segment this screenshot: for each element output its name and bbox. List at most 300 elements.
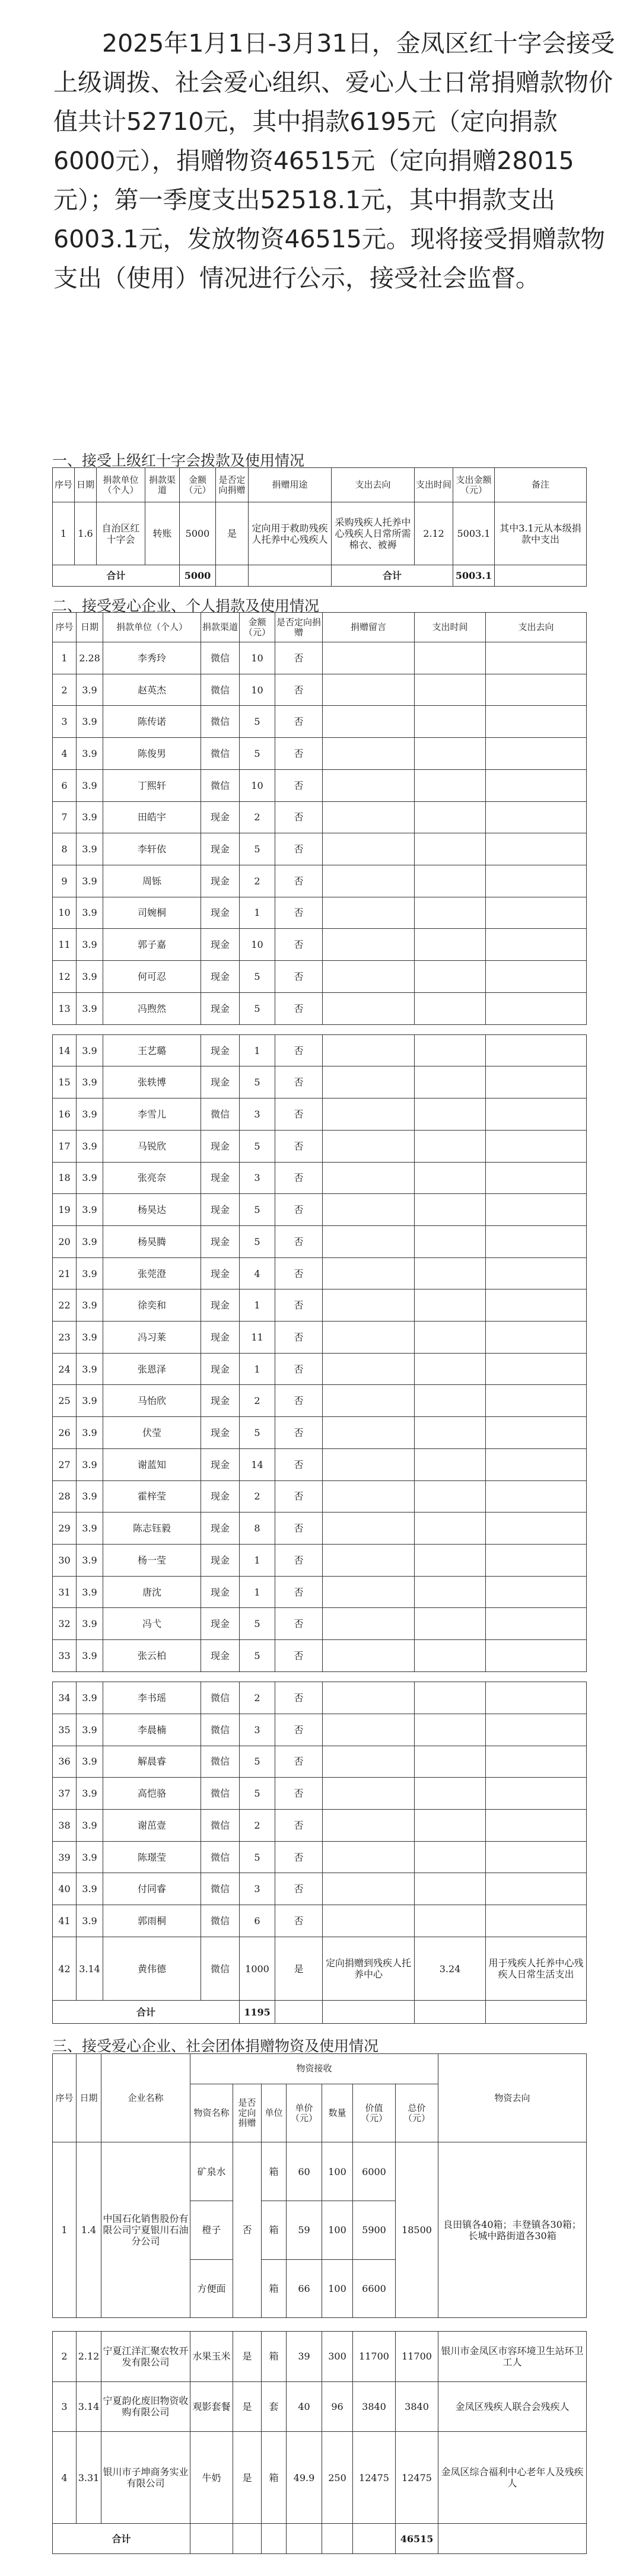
- table-row: [53, 1448, 587, 1480]
- cell: 66: [287, 2259, 322, 2318]
- table-row: [53, 738, 587, 770]
- cell: 4: [53, 738, 77, 770]
- cell: 2.12: [77, 2332, 101, 2382]
- table-header-row: [53, 468, 587, 502]
- cell: 16: [53, 1098, 77, 1131]
- cell: [486, 1576, 587, 1608]
- col-header: 是否定向捐赠: [233, 2084, 262, 2142]
- cell: 否: [275, 642, 323, 674]
- cell: 否: [275, 929, 323, 961]
- table-header-row: [53, 613, 587, 642]
- cell: [486, 1841, 587, 1873]
- cell: 26: [53, 1417, 77, 1449]
- cell: [415, 1682, 486, 1714]
- cell: 3.14: [77, 1937, 103, 2000]
- cell: 否: [275, 1873, 323, 1905]
- cell: [415, 1714, 486, 1746]
- cell: 周铄: [103, 865, 201, 897]
- total-row: [53, 2524, 587, 2554]
- cell: 12475: [396, 2432, 438, 2524]
- cell: 3.9: [77, 1225, 103, 1257]
- cell: [323, 1353, 415, 1385]
- cell: 否: [275, 1841, 323, 1873]
- cell: [486, 1746, 587, 1778]
- cell: 3.9: [77, 865, 103, 897]
- cell: 3.9: [77, 1608, 103, 1640]
- cell: [486, 801, 587, 833]
- cell: 5: [240, 1417, 275, 1449]
- cell: 2.28: [77, 642, 103, 674]
- cell: 3.14: [77, 2381, 101, 2432]
- spend-total-label: 合计: [332, 565, 453, 587]
- cell: 现金: [201, 1289, 240, 1322]
- cell: 否: [275, 1576, 323, 1608]
- cell: 5: [240, 1066, 275, 1098]
- cell: 良田镇各40箱；丰登镇各30箱；长城中路街道各30箱: [438, 2142, 587, 2318]
- col-header: 日期: [77, 613, 103, 642]
- cell: 现金: [201, 1034, 240, 1066]
- cell: 3: [240, 1162, 275, 1194]
- total-label: 合计: [53, 2524, 190, 2554]
- cell: 现金: [201, 1480, 240, 1513]
- cell: 3.9: [77, 738, 103, 770]
- cell: 否: [275, 1640, 323, 1672]
- cell: 定向捐赠到残疾人托养中心: [323, 1937, 415, 2000]
- cell: 现金: [201, 1130, 240, 1162]
- cell: 金凤区综合福利中心老年人及残疾人: [438, 2432, 587, 2524]
- col-header: 企业名称: [101, 2054, 190, 2142]
- col-header: 是否定向捐赠: [216, 468, 249, 502]
- cell: 张云柏: [103, 1640, 201, 1672]
- cell: 陈志钰毅: [103, 1513, 201, 1545]
- table-row: [53, 642, 587, 674]
- cell: [415, 1257, 486, 1289]
- cell: 微信: [201, 769, 240, 801]
- cell: 现金: [201, 897, 240, 929]
- cell: 5: [240, 1130, 275, 1162]
- cell: 是: [233, 2381, 262, 2432]
- cell: [486, 1034, 587, 1066]
- cell: 1: [240, 1544, 275, 1576]
- cell: 5: [240, 738, 275, 770]
- cell: 1: [53, 2142, 77, 2318]
- cell: 现金: [201, 801, 240, 833]
- cell: 3.9: [77, 1905, 103, 1937]
- cell: [415, 738, 486, 770]
- cell: [323, 1480, 415, 1513]
- cell: 否: [275, 1225, 323, 1257]
- cell: [415, 1130, 486, 1162]
- table-row: [53, 1778, 587, 1810]
- table-row: [53, 2332, 587, 2382]
- cell: 1000: [240, 1937, 275, 2000]
- cell: 40: [287, 2381, 322, 2432]
- cell: 金凤区残疾人联合会残疾人: [438, 2381, 587, 2432]
- cell: 自治区红十字会: [97, 502, 145, 565]
- cell: 17: [53, 1130, 77, 1162]
- cell: 箱: [262, 2259, 287, 2318]
- table-row: [53, 674, 587, 706]
- cell: [415, 1841, 486, 1873]
- cell: 箱: [262, 2432, 287, 2524]
- cell: 否: [275, 1385, 323, 1417]
- cell: 采购残疾人托养中心残疾人日常所需棉衣、被褥: [332, 502, 415, 565]
- cell: 32: [53, 1608, 77, 1640]
- cell: [415, 1809, 486, 1841]
- cell: [486, 1353, 587, 1385]
- col-header: 序号: [53, 2054, 77, 2142]
- cell: 否: [275, 833, 323, 865]
- col-header: 支出去向: [486, 613, 587, 642]
- table-row: [53, 1841, 587, 1873]
- cell: 5: [240, 706, 275, 738]
- cell: 观影套餐: [190, 2381, 233, 2432]
- cell: 冯弋: [103, 1608, 201, 1640]
- cell: 3.9: [77, 1448, 103, 1480]
- cell: 8: [53, 833, 77, 865]
- cell: 3.9: [77, 929, 103, 961]
- cell: [486, 1257, 587, 1289]
- cell: 否: [275, 1162, 323, 1194]
- cell: 13: [53, 992, 77, 1024]
- cell: 96: [322, 2381, 353, 2432]
- cell: 微信: [201, 1937, 240, 2000]
- cell: 否: [275, 1130, 323, 1162]
- cell: 是: [216, 502, 249, 565]
- cell: 谢茁壹: [103, 1809, 201, 1841]
- cell: 7: [53, 801, 77, 833]
- table-row: [53, 769, 587, 801]
- total-row: [53, 2001, 587, 2024]
- cell: [486, 674, 587, 706]
- cell: [415, 1576, 486, 1608]
- cell: 2: [53, 2332, 77, 2382]
- cell: 8: [240, 1513, 275, 1545]
- table-row: [53, 1513, 587, 1545]
- cell: 箱: [262, 2332, 287, 2382]
- cell: 否: [275, 674, 323, 706]
- cell: 否: [275, 1778, 323, 1810]
- supplies-rows: [53, 2332, 587, 2524]
- col-header: 捐款渠道: [145, 468, 180, 502]
- cell: [323, 833, 415, 865]
- total-value: 1195: [240, 2001, 275, 2024]
- cell: [486, 1714, 587, 1746]
- cell: 5: [240, 1608, 275, 1640]
- col-header: 备注: [495, 468, 587, 502]
- cell: [415, 1417, 486, 1449]
- cell: 3.9: [77, 1544, 103, 1576]
- col-header: 单位: [262, 2084, 287, 2142]
- cell: 36: [53, 1746, 77, 1778]
- col-header: 总价（元）: [396, 2084, 438, 2142]
- cell: [323, 1034, 415, 1066]
- cell: 微信: [201, 1809, 240, 1841]
- cell: [415, 1162, 486, 1194]
- cell: [415, 1640, 486, 1672]
- cell: [323, 1257, 415, 1289]
- cell: 3.24: [415, 1937, 486, 2000]
- col-header: 金额（元）: [180, 468, 216, 502]
- cell: 微信: [201, 1714, 240, 1746]
- cell: 30: [53, 1544, 77, 1576]
- cell: 现金: [201, 865, 240, 897]
- cell: [486, 1194, 587, 1226]
- cell: 现金: [201, 833, 240, 865]
- cell: [486, 1448, 587, 1480]
- cell: 否: [275, 1322, 323, 1354]
- cell: [323, 1714, 415, 1746]
- cell: 马锐欣: [103, 1130, 201, 1162]
- cell: 3: [240, 1873, 275, 1905]
- cell: 3: [240, 1098, 275, 1131]
- cell: [486, 1513, 587, 1545]
- table-row: [53, 2142, 587, 2201]
- cell: [486, 1809, 587, 1841]
- table-header-row: [53, 2054, 587, 2084]
- table-row: [53, 1714, 587, 1746]
- cell: 2: [240, 1480, 275, 1513]
- cell: [415, 1385, 486, 1417]
- cell: [486, 738, 587, 770]
- cell: [415, 1448, 486, 1480]
- table-row: [53, 961, 587, 993]
- table-row: [53, 1873, 587, 1905]
- section-1-title: 一、接受上级红十字会拨款及使用情况: [52, 452, 305, 469]
- cell: 微信: [201, 1841, 240, 1873]
- cell: 徐奕和: [103, 1289, 201, 1322]
- cell: 现金: [201, 1257, 240, 1289]
- cell: [486, 1225, 587, 1257]
- cell: [415, 1225, 486, 1257]
- cell: 陈俊男: [103, 738, 201, 770]
- cell: [486, 865, 587, 897]
- cell: [323, 769, 415, 801]
- col-header: 物资名称: [190, 2084, 233, 2142]
- cell: [486, 929, 587, 961]
- cell: 微信: [201, 674, 240, 706]
- table-row: [53, 1353, 587, 1385]
- cell: 3.9: [77, 1746, 103, 1778]
- cell: [323, 1225, 415, 1257]
- cell: 现金: [201, 1322, 240, 1354]
- cell: 张恩泽: [103, 1353, 201, 1385]
- cell: 否: [275, 897, 323, 929]
- col-header: 物资去向: [438, 2054, 587, 2142]
- cell: 39: [287, 2332, 322, 2382]
- cell: 现金: [201, 1576, 240, 1608]
- cell: 中国石化销售股份有限公司宁夏银川石油分公司: [101, 2142, 190, 2318]
- section-3-title: 三、接受爱心企业、社会团体捐赠物资及使用情况: [52, 2037, 379, 2055]
- cell: 41: [53, 1905, 77, 1937]
- cell: [323, 1098, 415, 1131]
- cell: 10: [240, 642, 275, 674]
- cell: 5: [240, 992, 275, 1024]
- cell: [415, 897, 486, 929]
- cell: 否: [275, 1417, 323, 1449]
- cell: 11700: [353, 2332, 396, 2382]
- table-row: [53, 1937, 587, 2000]
- cell: 39: [53, 1841, 77, 1873]
- cell: 3.9: [77, 1353, 103, 1385]
- cell: 否: [275, 1746, 323, 1778]
- cell: [486, 1778, 587, 1810]
- col-header: 日期: [75, 468, 97, 502]
- table-row: [53, 865, 587, 897]
- table-row: [53, 1905, 587, 1937]
- cell: 6: [53, 769, 77, 801]
- col-header: 序号: [53, 613, 77, 642]
- cell: 3.9: [77, 897, 103, 929]
- cell: [486, 1873, 587, 1905]
- cell: [323, 1905, 415, 1937]
- cell: 否: [233, 2142, 262, 2318]
- cell: 否: [275, 1098, 323, 1131]
- cell: [323, 1841, 415, 1873]
- cell: [323, 801, 415, 833]
- cell: [323, 738, 415, 770]
- table-row: [53, 1544, 587, 1576]
- cell: 3.9: [77, 706, 103, 738]
- table-row: [53, 1289, 587, 1322]
- cell: 否: [275, 1034, 323, 1066]
- cell: 现金: [201, 1066, 240, 1098]
- cell: 3.9: [77, 1322, 103, 1354]
- cell: 付同睿: [103, 1873, 201, 1905]
- cell: 橙子: [190, 2201, 233, 2260]
- cell: [323, 1576, 415, 1608]
- cell: 59: [287, 2201, 322, 2260]
- cell: 李书瑶: [103, 1682, 201, 1714]
- cell: 李秀玲: [103, 642, 201, 674]
- cell: 高恺骆: [103, 1778, 201, 1810]
- cell: 郭雨桐: [103, 1905, 201, 1937]
- cell: [323, 1194, 415, 1226]
- cell: [415, 1544, 486, 1576]
- cell: [323, 1544, 415, 1576]
- cell: 否: [275, 865, 323, 897]
- cell: 12: [53, 961, 77, 993]
- table-row: [53, 1608, 587, 1640]
- col-header: 捐款渠道: [201, 613, 240, 642]
- cell: 否: [275, 801, 323, 833]
- cell: 否: [275, 1066, 323, 1098]
- cell: [323, 1417, 415, 1449]
- total-value: 5000: [180, 565, 216, 587]
- cell: 3.9: [77, 1417, 103, 1449]
- cell: [415, 642, 486, 674]
- cell: 1: [240, 1576, 275, 1608]
- cell: 31: [53, 1576, 77, 1608]
- cell: 否: [275, 738, 323, 770]
- cell: 3: [240, 1714, 275, 1746]
- cell: 张轶博: [103, 1066, 201, 1098]
- cell: 5000: [180, 502, 216, 565]
- table-row: [53, 1746, 587, 1778]
- cell: 6: [240, 1905, 275, 1937]
- cell: 否: [275, 1480, 323, 1513]
- cell: [486, 1417, 587, 1449]
- cell: 否: [275, 1905, 323, 1937]
- col-header: 金额（元）: [240, 613, 275, 642]
- cell: 18500: [396, 2142, 438, 2318]
- cell: 4: [240, 1257, 275, 1289]
- cell: 矿泉水: [190, 2142, 233, 2201]
- cell: [415, 1778, 486, 1810]
- section-2-title: 二、接受爱心企业、个人捐款及使用情况: [52, 597, 320, 614]
- table-row: [53, 1576, 587, 1608]
- col-header: 日期: [77, 2054, 101, 2142]
- cell: 3840: [353, 2381, 396, 2432]
- cell: [486, 1322, 587, 1354]
- cell: 3.9: [77, 961, 103, 993]
- cell: [323, 706, 415, 738]
- col-header: 数量: [322, 2084, 353, 2142]
- cell: 23: [53, 1322, 77, 1354]
- cell: [415, 1034, 486, 1066]
- table-row: [53, 1066, 587, 1098]
- cell: 22: [53, 1289, 77, 1322]
- cell: 否: [275, 706, 323, 738]
- cell: 5: [240, 1194, 275, 1226]
- cell: 现金: [201, 1225, 240, 1257]
- table-row: [53, 897, 587, 929]
- supplies-table: [52, 2053, 587, 2554]
- cell: 微信: [201, 1746, 240, 1778]
- cell: 28: [53, 1480, 77, 1513]
- cell: 否: [275, 769, 323, 801]
- table-row: [53, 992, 587, 1024]
- cell: 2: [240, 865, 275, 897]
- cell: [486, 1682, 587, 1714]
- cell: 11: [53, 929, 77, 961]
- table-gap: [53, 1671, 587, 1682]
- cell: [323, 961, 415, 993]
- cell: [415, 1098, 486, 1131]
- col-header: 序号: [53, 468, 75, 502]
- cell: [323, 1640, 415, 1672]
- col-header: 单价（元）: [287, 2084, 322, 2142]
- cell: 微信: [201, 738, 240, 770]
- cell: 3.9: [77, 1194, 103, 1226]
- cell: [323, 1608, 415, 1640]
- cell: 1: [240, 1289, 275, 1322]
- cell: 微信: [201, 706, 240, 738]
- cell: 42: [53, 1937, 77, 2000]
- cell: 现金: [201, 992, 240, 1024]
- table-row: [53, 1225, 587, 1257]
- cell: 3.9: [77, 1809, 103, 1841]
- cell: 1.4: [77, 2142, 101, 2318]
- cell: 300: [322, 2332, 353, 2382]
- table-gap: [53, 2318, 587, 2332]
- cell: 王艺璐: [103, 1034, 201, 1066]
- cell: 11: [240, 1322, 275, 1354]
- table-row: [53, 2381, 587, 2432]
- col-header: 捐赠用途: [249, 468, 332, 502]
- cell: 1.6: [75, 502, 97, 565]
- cell: 霍梓莹: [103, 1480, 201, 1513]
- cell: 银川市金凤区市容环境卫生站环卫工人: [438, 2332, 587, 2382]
- cell: 6000: [353, 2142, 396, 2201]
- cell: 5: [240, 961, 275, 993]
- col-header: 捐款单位（个人）: [103, 613, 201, 642]
- cell: 否: [275, 961, 323, 993]
- cell: 9: [53, 865, 77, 897]
- cell: [323, 1066, 415, 1098]
- cell: 35: [53, 1714, 77, 1746]
- col-header: 是否定向捐赠: [275, 613, 323, 642]
